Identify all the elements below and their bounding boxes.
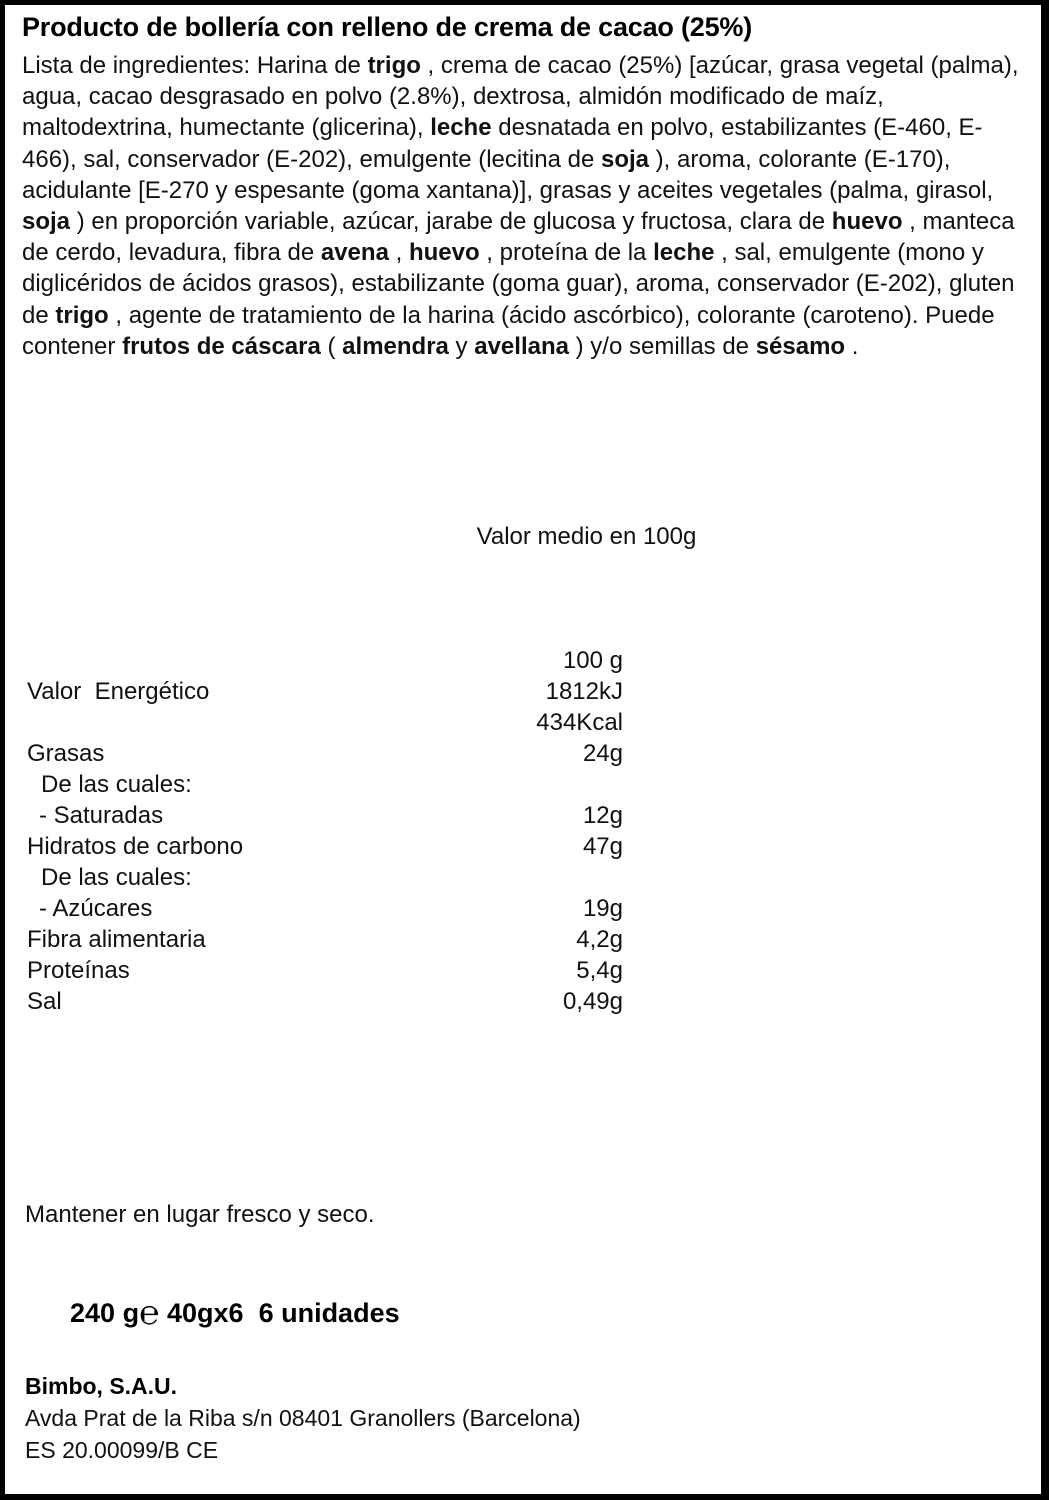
allergen-term: soja bbox=[22, 208, 71, 236]
nutrition-row-value: 5,4g bbox=[576, 957, 623, 984]
ingredient-text: , sal, emulgente (mono y diglicéridos de ácidos grasos), estabilizante (goma guar), aroma, conservador (E-202), gluten de bbox=[22, 239, 1015, 329]
units-count: 6 unidades bbox=[258, 1298, 400, 1328]
nutrition-row-label: Proteínas bbox=[27, 957, 130, 984]
nutrition-row bbox=[5, 647, 645, 678]
ingredient-text: desnatada en polvo, estabilizantes (E-460, E-466), sal, conservador (E-202), emulgente (lecitina de bbox=[22, 114, 983, 173]
nutrition-row-label: - Saturadas bbox=[39, 802, 164, 829]
nutrition-row bbox=[5, 926, 645, 957]
nutrition-row-value: 0,49g bbox=[562, 988, 623, 1015]
ingredient-text: ( bbox=[320, 332, 343, 360]
ingredient-text: y bbox=[448, 332, 475, 360]
page-title: Producto de bollería con relleno de crema de cacao (25%) bbox=[22, 12, 753, 42]
nutrition-row bbox=[5, 771, 645, 802]
nutrition-row-value: 19g bbox=[582, 895, 623, 922]
nutrition-row-label: - Azúcares bbox=[39, 895, 153, 922]
allergen-term: trigo bbox=[55, 301, 109, 329]
allergen-term: avellana bbox=[474, 332, 569, 360]
nutrition-row-value: 47g bbox=[582, 833, 623, 860]
allergen-term: leche bbox=[430, 114, 492, 142]
ingredient-text: . bbox=[845, 332, 859, 360]
manufacturer-address: Avda Prat de la Riba s/n 08401 Granollers (Barcelona) bbox=[25, 1405, 581, 1431]
nutrition-row-label: Valor Energético bbox=[27, 678, 210, 705]
manufacturer-block bbox=[25, 1370, 581, 1466]
ingredient-text: , agente de tratamiento de la harina (ácido ascórbico), colorante (caroteno). Puede contener bbox=[22, 301, 995, 360]
nutrition-row bbox=[5, 988, 645, 1019]
unit-size-value: 40gx6 bbox=[166, 1298, 244, 1328]
allergen-term: trigo bbox=[367, 52, 421, 79]
unit-detail bbox=[159, 1298, 167, 1328]
nutrition-row-label: De las cuales: bbox=[41, 864, 192, 891]
manufacturer-name: Bimbo, S.A.U. bbox=[25, 1373, 178, 1399]
nutrition-row bbox=[5, 864, 645, 895]
allergen-term: huevo bbox=[408, 239, 480, 267]
ingredient-text: , proteína de la bbox=[479, 239, 654, 267]
nutrition-row-label: Sal bbox=[27, 988, 62, 1015]
ingredient-text: ) en proporción variable, azúcar, jarabe de glucosa y fructosa, clara de bbox=[70, 208, 832, 236]
allergen-term: almendra bbox=[342, 332, 449, 360]
product-label-panel bbox=[5, 5, 1041, 1494]
ingredient-text: Lista de ingredientes: Harina de bbox=[22, 52, 368, 79]
nutrition-row-label: Grasas bbox=[27, 740, 105, 767]
nutrition-row-value: 12g bbox=[582, 802, 623, 829]
nutrition-row bbox=[5, 678, 645, 709]
nutrition-row bbox=[5, 740, 645, 771]
nutrition-row bbox=[5, 833, 645, 864]
ingredient-text: ) y/o semillas de bbox=[568, 332, 756, 360]
allergen-term: huevo bbox=[831, 208, 903, 236]
manufacturer-registration: ES 20.00099/B CE bbox=[25, 1437, 219, 1463]
nutrition-row bbox=[5, 957, 645, 988]
net-weight-value: 240 g bbox=[70, 1298, 140, 1328]
nutrition-row-label: Fibra alimentaria bbox=[27, 926, 206, 953]
nutrition-row bbox=[5, 709, 645, 740]
allergen-term: sésamo bbox=[755, 332, 846, 360]
ingredients-list bbox=[22, 50, 1025, 362]
ingredient-text: ), aroma, colorante (E-170), acidulante [E-270 y espesante (goma xantana)], grasas y aceites vegetales (palma, girasol, bbox=[22, 145, 994, 204]
nutrition-row-value: 434Kcal bbox=[536, 709, 623, 736]
net-weight-line bbox=[25, 1267, 400, 1360]
storage-note: Mantener en lugar fresco y seco. bbox=[25, 1201, 375, 1228]
allergen-term: frutos de cáscara bbox=[122, 332, 321, 360]
nutrition-heading: Valor medio en 100g bbox=[476, 523, 697, 550]
nutrition-row-value: 4,2g bbox=[576, 926, 623, 953]
nutrition-row-label: Hidratos de carbono bbox=[27, 833, 244, 860]
nutrition-table bbox=[5, 647, 645, 1019]
ingredient-text: , manteca de cerdo, levadura, fibra de bbox=[22, 208, 1015, 267]
weight-spacer bbox=[244, 1298, 259, 1328]
allergen-term: avena bbox=[320, 239, 389, 267]
nutrition-row-value: 1812kJ bbox=[545, 678, 623, 705]
nutrition-row-value: 100 g bbox=[562, 647, 623, 674]
ingredient-text: , bbox=[388, 239, 409, 267]
nutrition-row-label: De las cuales: bbox=[41, 771, 192, 798]
nutrition-row bbox=[5, 802, 645, 833]
allergen-term: soja bbox=[600, 145, 649, 173]
nutrition-row bbox=[5, 895, 645, 926]
nutrition-row-value: 24g bbox=[582, 740, 623, 767]
allergen-term: leche bbox=[653, 239, 715, 267]
estimated-sign-icon: ℮ bbox=[139, 1294, 160, 1332]
ingredient-text: , crema de cacao (25%) [azúcar, grasa vegetal (palma), agua, cacao desgrasado en polvo (2.8%), dextrosa, almidón modificado de maíz, maltodextrina, humectante (glicerina), bbox=[22, 52, 1019, 142]
